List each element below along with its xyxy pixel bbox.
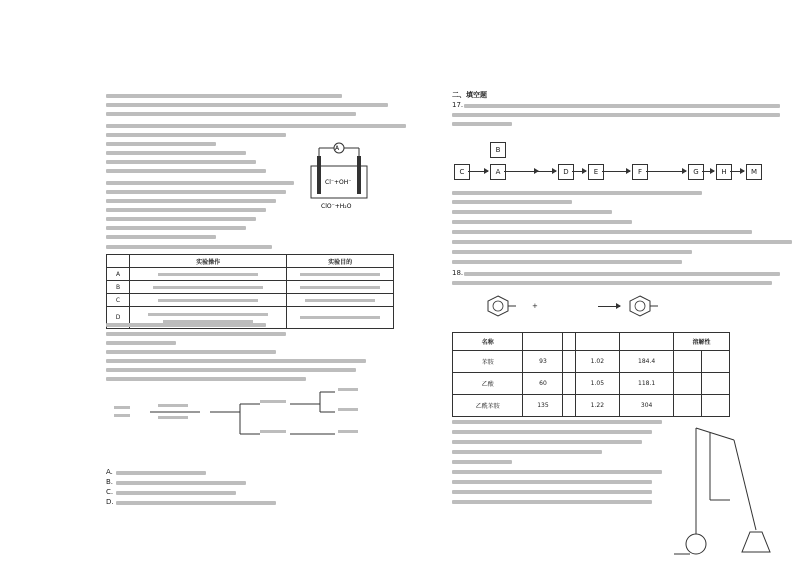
flow-box-c: C <box>454 164 470 180</box>
text-line <box>106 368 356 372</box>
section-title: 二、填空题 <box>452 91 487 99</box>
text-line <box>106 190 286 194</box>
q15-row-label: D <box>107 307 130 329</box>
flow-arrow <box>572 171 586 172</box>
t18-mw: 135 <box>523 395 563 417</box>
t18-density: 1.05 <box>575 373 620 395</box>
text-line <box>452 480 652 484</box>
flow-arrow <box>602 171 630 172</box>
text-line <box>452 450 602 454</box>
text-line <box>452 420 662 424</box>
q15-row-label: C <box>107 294 130 307</box>
text-line <box>106 103 388 107</box>
t18-state <box>563 395 575 417</box>
text-line <box>452 113 780 117</box>
text-line <box>106 350 276 354</box>
text-line <box>106 124 406 128</box>
t18-bp: 118.1 <box>620 373 674 395</box>
text-line <box>452 240 792 244</box>
text-line <box>116 501 276 505</box>
t18-header: 溶解性 <box>674 333 730 351</box>
reaction-plus: + <box>532 302 538 310</box>
answer-c: C. <box>106 488 114 496</box>
t18-header <box>523 333 563 351</box>
text-line <box>452 430 652 434</box>
t18-name: 乙酰苯胺 <box>453 395 523 417</box>
text-line <box>452 220 632 224</box>
answer-b: B. <box>106 478 114 486</box>
flow-arrow <box>702 171 714 172</box>
flow-arrow <box>730 171 744 172</box>
t18-density: 1.02 <box>575 351 620 373</box>
benzene-ring-reactant <box>486 294 520 318</box>
t18-header: 名称 <box>453 333 523 351</box>
text-line <box>106 181 294 185</box>
svg-text:Cl⁻+OH⁻: Cl⁻+OH⁻ <box>325 179 352 186</box>
text-line <box>106 359 366 363</box>
t18-state <box>563 351 575 373</box>
text-line <box>106 217 256 221</box>
flow-arrow <box>538 171 556 172</box>
t18-name: 乙酸 <box>453 373 523 395</box>
right-column <box>420 0 794 562</box>
benzene-ring-product <box>628 294 662 318</box>
text-line <box>452 440 642 444</box>
flow-box-b: B <box>490 142 506 158</box>
text-line <box>452 490 652 494</box>
text-line <box>452 460 512 464</box>
t18-sol1 <box>674 373 702 395</box>
text-line <box>464 104 780 108</box>
svg-text:A: A <box>335 145 340 152</box>
t18-sol2 <box>701 351 729 373</box>
text-line <box>106 169 266 173</box>
text-line <box>452 470 662 474</box>
text-line <box>106 112 356 116</box>
q15-header-operation: 实验操作 <box>130 255 287 268</box>
t18-state <box>563 373 575 395</box>
t18-name: 苯胺 <box>453 351 523 373</box>
text-line <box>464 272 780 276</box>
text-line <box>452 281 772 285</box>
text-line <box>116 481 246 485</box>
text-line <box>452 230 752 234</box>
text-line <box>106 341 176 345</box>
t18-header <box>575 333 620 351</box>
distillation-apparatus-figure <box>670 400 790 560</box>
q15-header-purpose: 实验目的 <box>287 255 394 268</box>
t18-header <box>620 333 674 351</box>
t18-bp: 304 <box>620 395 674 417</box>
text-line <box>452 260 682 264</box>
q17-number: 17. <box>452 101 464 109</box>
text-line <box>106 94 342 98</box>
text-line <box>106 208 266 212</box>
text-line <box>106 160 256 164</box>
t18-mw: 93 <box>523 351 563 373</box>
q16-flow-diagram <box>110 384 370 464</box>
flow-box-h: H <box>716 164 732 180</box>
text-line <box>106 133 286 137</box>
flow-arrow <box>468 171 488 172</box>
flow-box-f: F <box>632 164 648 180</box>
t18-density: 1.22 <box>575 395 620 417</box>
text-line <box>452 250 692 254</box>
text-line <box>106 151 246 155</box>
t18-bp: 184.4 <box>620 351 674 373</box>
flow-arrow <box>646 171 686 172</box>
q18-number: 18. <box>452 269 464 277</box>
flow-arrow <box>504 171 538 172</box>
t18-sol1 <box>674 351 702 373</box>
answer-a: A. <box>106 468 113 476</box>
text-line <box>106 377 306 381</box>
text-line <box>106 235 216 239</box>
text-line <box>452 191 702 195</box>
q15-row-label: B <box>107 281 130 294</box>
text-line <box>116 471 206 475</box>
text-line <box>116 491 236 495</box>
text-line <box>106 332 286 336</box>
q15-row-label: A <box>107 268 130 281</box>
text-line <box>452 122 512 126</box>
electrolysis-cell-figure <box>305 140 375 210</box>
text-line <box>452 200 572 204</box>
q15-table <box>106 254 394 329</box>
text-line <box>106 245 272 249</box>
svg-text:ClO⁻+H₂O: ClO⁻+H₂O <box>321 203 352 210</box>
text-line <box>452 210 612 214</box>
text-line <box>106 142 216 146</box>
flow-box-d: D <box>558 164 574 180</box>
text-line <box>106 226 246 230</box>
flow-box-m: M <box>746 164 762 180</box>
t18-header <box>563 333 575 351</box>
text-line <box>106 199 276 203</box>
flow-box-a: A <box>490 164 506 180</box>
text-line <box>452 500 652 504</box>
flow-box-g: G <box>688 164 704 180</box>
answer-d: D. <box>106 498 114 506</box>
reaction-arrow <box>598 306 620 307</box>
t18-sol2 <box>701 373 729 395</box>
flow-box-e: E <box>588 164 604 180</box>
t18-mw: 60 <box>523 373 563 395</box>
text-line <box>106 323 266 327</box>
